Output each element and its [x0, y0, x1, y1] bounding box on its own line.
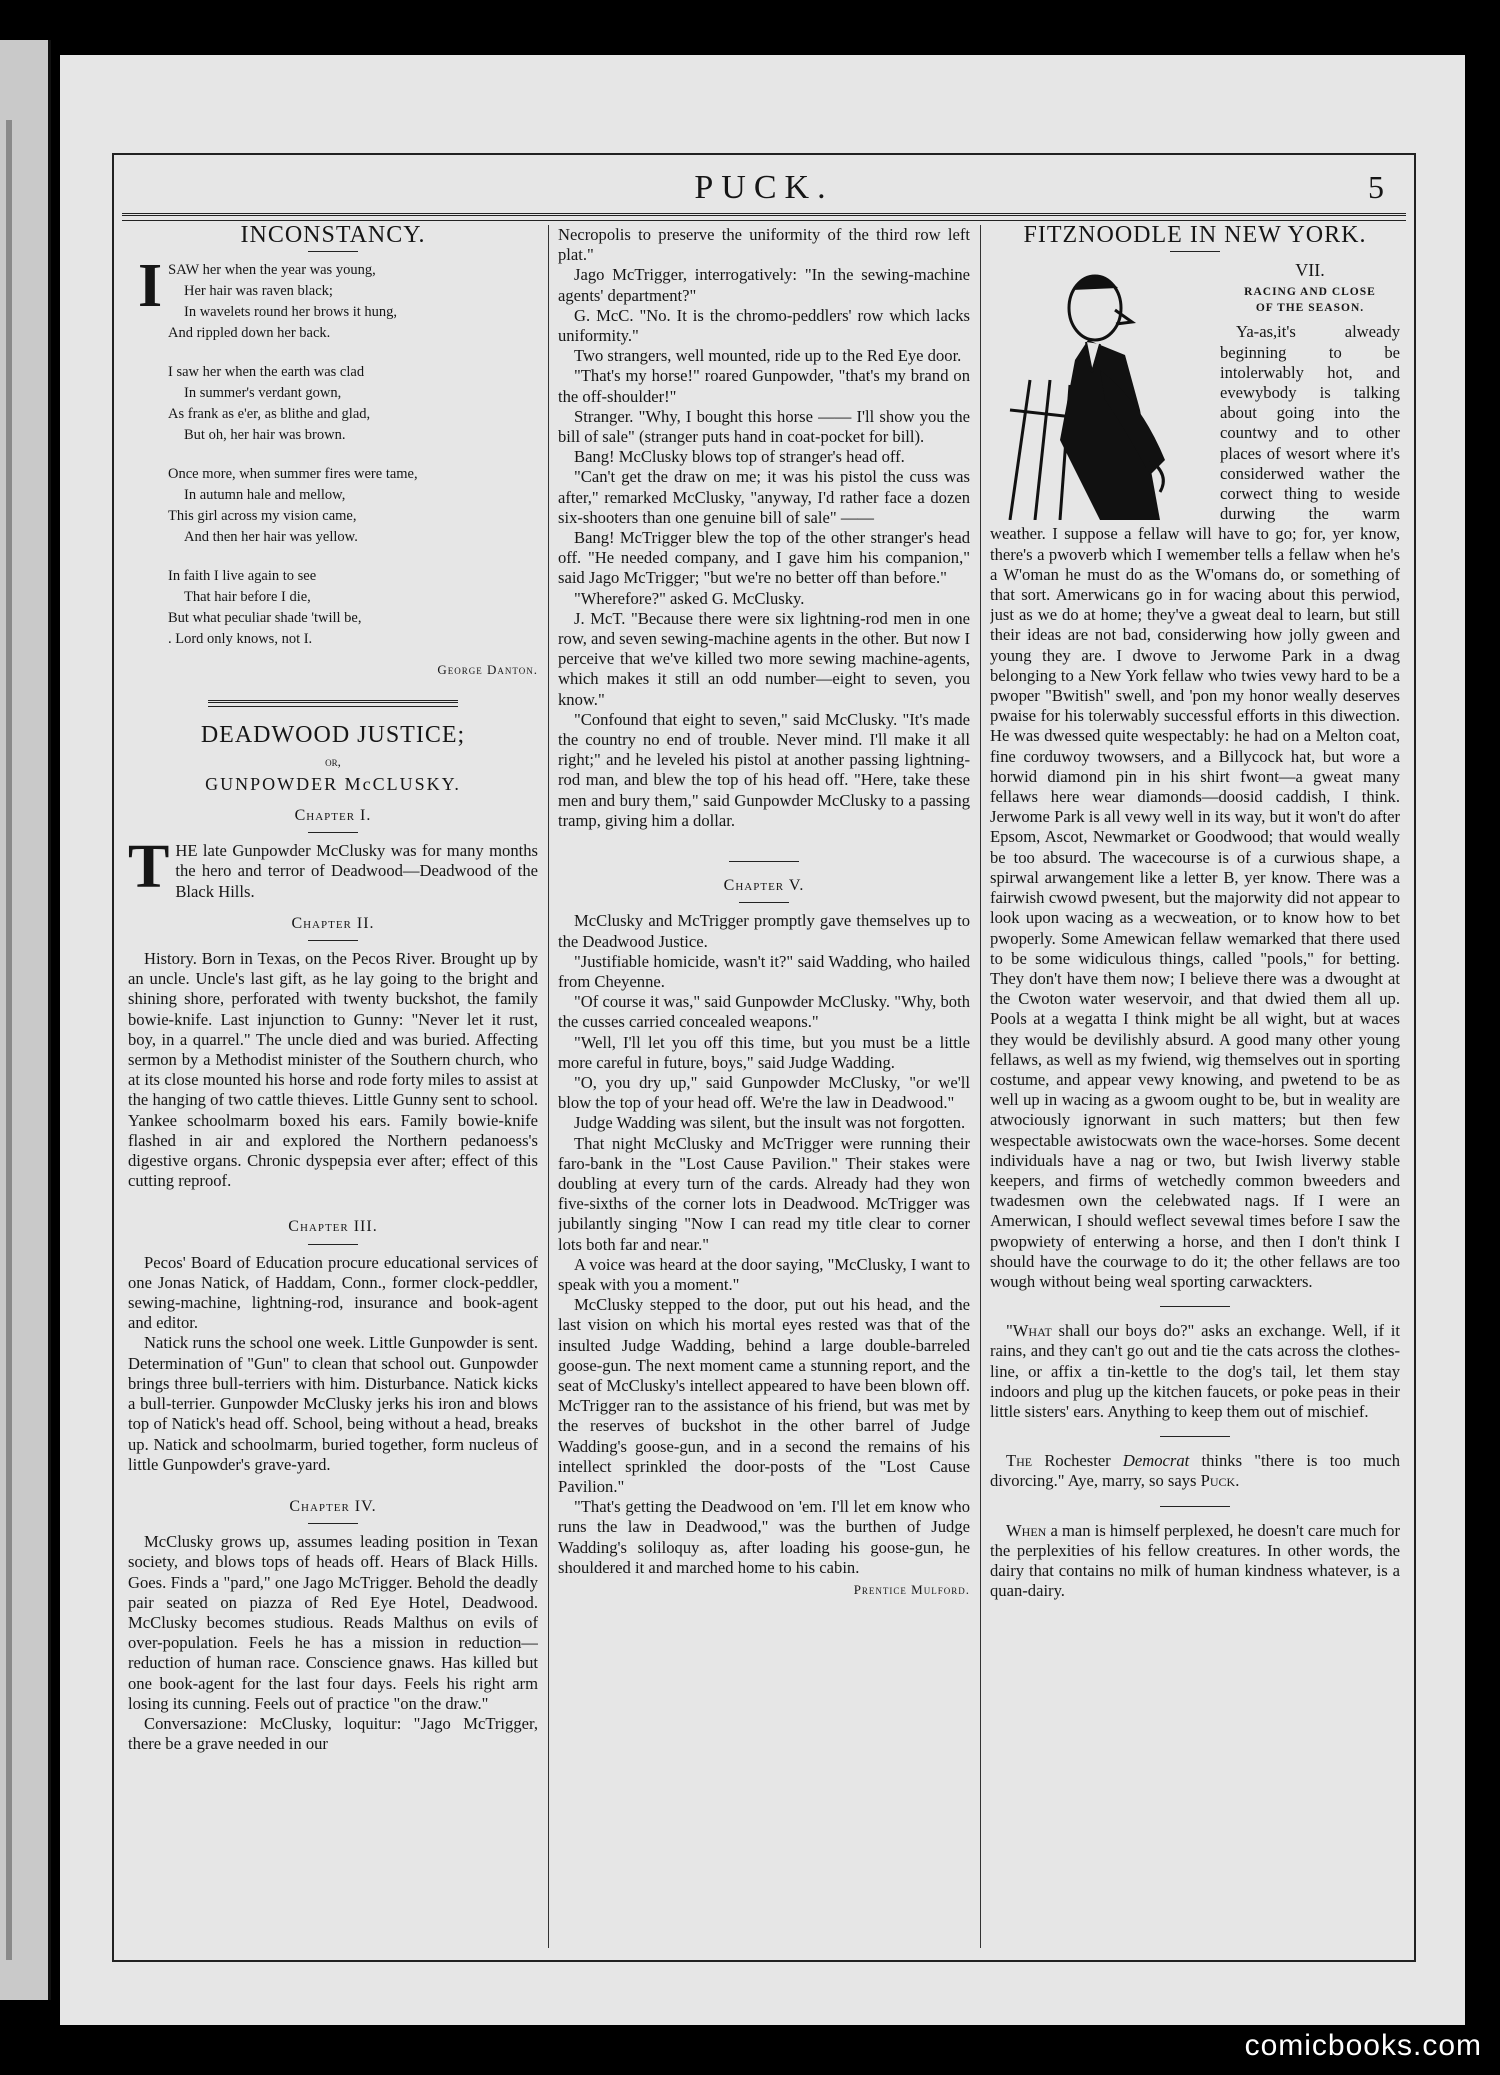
- story-paragraph: Bang! McClusky blows top of stranger's head off.: [574, 447, 905, 467]
- fitznoodle-title: FITZNOODLE IN NEW YORK.: [1023, 225, 1367, 248]
- story-paragraph: J. McT. "Because there were six lightning-rod men in one row, and seven sewing-machine agents in the other. But now I perceive that we've killed two more sewing machine-agents, which makes it still an odd number—eight to seven, you know.": [558, 608, 970, 709]
- column-2: [558, 225, 970, 1948]
- page-header: [114, 169, 1414, 213]
- poem-line: In wavelets round her brows it hung,: [184, 304, 398, 321]
- poem-stanza: [168, 566, 538, 650]
- chapter-heading: Chapter III.: [288, 1218, 378, 1236]
- story-paragraph: "Confound that eight to seven," said McClusky. "It's made the country no end of trouble. Never mind. I'll make it all right;" and he leveled his pistol at another passing lightning-rod man, and blew the top of his head off. "Here, take these men and bury them," said Gunpowder McClusky to a passing tramp, giving him a dollar.: [558, 709, 970, 830]
- poem-title: INCONSTANCY.: [240, 225, 426, 248]
- poem-line: . Lord only knows, not I.: [168, 631, 313, 648]
- chapter-text: McClusky grows up, assumes leading position in Texan society, and blows tops of heads off. Hears of Black Hills. Goes. Finds a "pard," one Jago McTrigger. Behold the deadly pair seated on piazza of Red Eye Hotel, Deadwood. McClusky becomes studious. Reads Malthus on evils of over-population. Feels he has a mission in reduction—reduction of human race. Conscience gnaws. Has killed but one book-agent for the last four days. Feels his right arm losing its cunning. Feels out of practice "on the draw.": [128, 1532, 538, 1713]
- story-paragraph: G. McC. "No. It is the chromo-peddlers' row which lacks uniformity.": [558, 305, 970, 346]
- section-rule: [208, 700, 458, 707]
- poem-line: This girl across my vision came,: [168, 508, 357, 525]
- section-subtitle: RACING AND CLOSE OF THE SEASON.: [1244, 286, 1376, 315]
- chapter-text: Natick runs the school one week. Little Gunpowder is sent. Determination of "Gun" to clean that school out. Gunpowder brings three bull-terriers with him. Disturbance. Natick kicks a bull-terrier. Gunpowder McClusky jerks his iron and blows top of Natick's head off. School, being without a head, breaks up. Natick and schoolmarm, buried together, form nucleus of little Gunpowder's grave-yard.: [128, 1333, 538, 1474]
- poem-line: As frank as e'er, as blithe and glad,: [168, 406, 371, 423]
- poem: [138, 252, 538, 650]
- poem-line: But oh, her hair was brown.: [184, 427, 346, 444]
- story-paragraph: That night McClusky and McTrigger were running their faro-bank in the "Lost Cause Pavilion." Their stakes were doubling at every turn of the cards. Already had they won five-sixths of the corner lots in Deadwood. McTrigger was jubilantly singing "Now I can read my title clear to corner lots both far and near.": [558, 1133, 970, 1254]
- poem-line: Once more, when summer fires were tame,: [168, 466, 418, 483]
- poem-stanza: [168, 362, 538, 446]
- page: [60, 55, 1465, 2025]
- chapter-text: Conversazione: McClusky, loquitur: "Jago McTrigger, there be a grave needed in our: [128, 1713, 538, 1754]
- column-divider: [980, 225, 981, 1948]
- poem-line: And then her hair was yellow.: [184, 529, 358, 546]
- poem-line: Her hair was raven black;: [184, 283, 333, 300]
- story-paragraph: "Of course it was," said Gunpowder McClusky. "Why, both the cusses carried concealed weapons.": [558, 992, 970, 1032]
- story-or: or,: [325, 753, 341, 769]
- poem-line: In autumn hale and mellow,: [184, 487, 346, 504]
- story-author: Prentice Mulford.: [853, 1582, 970, 1597]
- story-paragraph: Bang! McTrigger blew the top of the other stranger's head off. "He needed company, and I gave him his companion," said Jago McTrigger; "but we're no better off than before.": [558, 528, 970, 588]
- page-number: 5: [1368, 169, 1384, 205]
- poem-line: In summer's verdant gown,: [184, 385, 342, 402]
- poem-line: In faith I live again to see: [168, 568, 317, 585]
- chapter-text: History. Born in Texas, on the Pecos River. Brought up by an uncle. Uncle's last gift, as he lay going to the bright and shining shore, perforated with twenty buckshot, the family bowie-knife. Last injunction to Gunny: "Never let it rust, boy, in a quarrel." The uncle died and was buried. Affecting sermon by a Methodist minister of the Southern church, who at its close mounted his horse and rode forty miles to assist at the hanging of two cattle thieves. Little Gunny sent to school. Yankee schoolmarm boxed his ears. Family bowie-knife flashed in air and explored the Northern pedanoess's digestive organs. Chronic dyspepsia ever after; effect of this cutting reproof.: [128, 949, 538, 1191]
- watermark: comicbooks.com: [1244, 2029, 1482, 2062]
- chapter-text: T HE late Gunpowder McClusky was for many months the hero and terror of Deadwood—Deadwood of the Black Hills.: [128, 833, 538, 902]
- page-frame: [112, 153, 1416, 1962]
- chapter-heading: Chapter I.: [294, 807, 372, 825]
- paragraph-item: The Rochester Democrat thinks "there is too much divorcing." Aye, marry, so says Puck.: [990, 1451, 1400, 1491]
- adjacent-page-edge: [0, 40, 51, 2000]
- poem-line: But what peculiar shade 'twill be,: [168, 610, 362, 627]
- story-title: DEADWOOD JUSTICE;: [200, 722, 466, 749]
- poem-line: That hair before I die,: [184, 589, 311, 606]
- story-paragraph: "Can't get the draw on me; it was his pistol the cuss was after," remarked McClusky, "anyway, I'd rather face a dozen six-shooters than one genuine bill of sale" ——: [558, 467, 970, 527]
- chapter-drop-cap: T: [128, 833, 170, 902]
- poem-line: And rippled down her back.: [168, 325, 331, 342]
- paragraph-item: When a man is himself perplexed, he doesn't care much for the perplexities of his fellow creatures. In other words, the dairy that contains no milk of human kindness whatever, is a quan-dairy.: [990, 1520, 1400, 1601]
- poem-stanza: [168, 260, 538, 344]
- story-paragraph: Jago McTrigger, interrogatively: "In the sewing-machine agents' department?": [558, 265, 970, 305]
- story-paragraph: Stranger. "Why, I bought this horse —— I'll show you the bill of sale" (stranger puts hand in coat-pocket for bill).: [558, 406, 970, 447]
- story-paragraph: "That's my horse!" roared Gunpowder, "that's my brand on the off-shoulder!": [558, 366, 970, 406]
- story-paragraph: "Wherefore?" asked G. McClusky.: [574, 588, 805, 608]
- poem-line: SAW her when the year was young,: [168, 262, 376, 279]
- story-paragraph: McClusky and McTrigger promptly gave themselves up to the Deadwood Justice.: [558, 911, 970, 951]
- poem-drop-cap: I: [138, 252, 163, 321]
- story-paragraph: "Well, I'll let you off this time, but you must be a little more careful in future, boys," said Judge Wadding.: [558, 1032, 970, 1072]
- story-paragraph: Two strangers, well mounted, ride up to the Red Eye door.: [574, 346, 962, 366]
- story-paragraph: A voice was heard at the door saying, "McClusky, I want to speak with you a moment.": [558, 1254, 970, 1294]
- chapter-heading: Chapter IV.: [289, 1497, 377, 1515]
- fitznoodle-text: Ya-as,it's alweady beginning to be intolerwably hot, and evewybody is talking about going into the countwy and to other places of wesort where it's considerwed wather the corwect thing to weside durwing the warm weather. I suppose a fellaw will have to go; for, yer know, there's a pwoverb which I wemember tells a fellaw when he's a W'oman he must do as the W'omans do, or something of that sort. Amerwicans go in for wacing about this perwiod, just as we do at home; they've a gweat deal to learn, but still their ideas are not bad, considerwing how jolly gween and young they are. I dwove to Jerwome Park in a dwag belonging to a New York fellaw who twies vewy hard to be a pwoper "Bwitish" swell, and 'pon my honor weally deserves pwaise for his tolerwably successful efforts in this diwection. He was dwessed quite wespectably: he had on a Melton coat, fine corduwoy twowsers, and a Billycock hat, but wore a horwid diamond pin in his shirt fwont—a gweat many fellaws here wear diamonds—doosid caddish, I think. Jerwome Park is all vewy well in its way, but it won't do after Epsom, Ascot, Newmarket or Goodwood; that would weally be too absurd. The wacecourse is of a curwious shape, a spirwal arwangement like a letter B, yer know. There was a fairwish cwowd pwesent, but the majorwity did not appear to look upon wacing as a wecweation, or to know how to bet pwoperly. Some Amewican fellaw wemarked that there used to be some widiculous things, called "pools," for betting. They don't have them now; I believe there was a dwought at the Cwoton water weservoir, and that dwied them all up. Pools at a wegatta I think might be all wight, but at waces they would be devilishly absurd. A good many other young fellaws, as well as my fwiend, wig themselves out in sporting costume, and appear vewy knowing, and pwetend to be as well up in wacing as a gwoom ought to be, but in weality are atwociously ignorwant in such matters; but then few wespectable awistocwats own the wace-horses. Some decent individuals have a nag or two, but Iwish liverwy stable keepers, and firms of wetchedly common bweeders and twadesmen own the celebwated nags. If I were an Amerwican, I should weflect sevewal times before I saw the pwopwiety of enterwing a horse, and then I don't think I should have the courwage to do it; the other fellaws are too wough without being weal sporting carwackters.: [990, 322, 1400, 1291]
- story-paragraph: Judge Wadding was silent, but the insult was not forgotten.: [574, 1113, 966, 1133]
- story-paragraph: "Justifiable homicide, wasn't it?" said Wadding, who hailed from Cheyenne.: [558, 951, 970, 991]
- poem-line: I saw her when the earth was clad: [168, 364, 365, 381]
- story-subtitle: GUNPOWDER McCLUSKY.: [205, 773, 461, 794]
- chapter-text: Pecos' Board of Education procure educational services of one Jonas Natick, of Haddam, Conn., former clock-peddler, sewing-machine, lightning-rod, insurance and book-agent and editor.: [128, 1252, 538, 1333]
- story-paragraph: Necropolis to preserve the uniformity of the third row left plat.": [558, 225, 970, 265]
- chapter-heading: Chapter V.: [723, 877, 805, 895]
- column-divider: [548, 225, 549, 1948]
- masthead-title: PUCK.: [694, 169, 834, 206]
- poem-author: George Danton.: [437, 662, 538, 678]
- column-1: [128, 225, 538, 1948]
- poem-stanza: [168, 464, 538, 548]
- story-paragraph: "That's getting the Deadwood on 'em. I'll let em know who runs the law in Deadwood," was the burthen of Judge Wadding's soliloquy as, after loading his goose-gun, he shouldered it and marched home to his cabin.: [558, 1497, 970, 1577]
- paragraph-item: "What shall our boys do?" asks an exchange. Well, if it rains, and they can't go out and tie the cats across the clothes-line, or affix a tin-kettle to the dog's tail, let them stay indoors and plug up the kitchen faucets, or poke peas in their little sisters' ears. Anything to keep them out of mischief.: [990, 1321, 1400, 1421]
- story-paragraph: McClusky stepped to the door, put out his head, and the last vision on which his mortal eyes rested was that of the insulted Judge Wadding, behind a large double-barreled goose-gun. The next moment came a stunning report, and the seat of McClusky's intellect appeared to have been blown off. McTrigger ran to the assistance of his friend, but was met by the reserves of buckshot in the other barrel of Judge Wadding's goose-gun, and in a second the remains of his intellect sprinkled the door-posts of the "Lost Cause Pavilion.": [558, 1295, 970, 1496]
- fitznoodle-illustration: [990, 260, 1210, 520]
- section-number: VII.: [1295, 260, 1325, 281]
- column-3: [990, 225, 1400, 1948]
- header-rule: [122, 213, 1406, 221]
- chapter-heading: Chapter II.: [291, 914, 375, 932]
- story-paragraph: "O, you dry up," said Gunpowder McClusky, "or we'll blow the top of your head off. We're the law in Deadwood.": [558, 1072, 970, 1113]
